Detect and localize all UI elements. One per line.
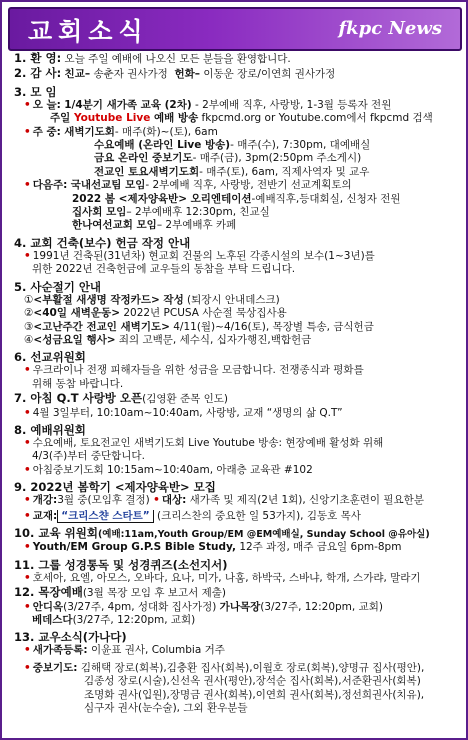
banner-subtitle: fkpc News (338, 18, 442, 39)
meeting-detail: - 매주(화)~(토), 6am (114, 125, 218, 138)
heading-note: (예배:11am,Youth Group/EM @EM예배실, Sunday School @유아실) (97, 528, 430, 540)
group-line (14, 614, 460, 627)
group-detail: (3/27주, 12:20pm, 교회) (260, 600, 383, 613)
item-detail: 4/11(월)~4/16(토), 목장별 특송, 금식헌금 (169, 320, 374, 333)
section-thanks (14, 66, 460, 81)
prayer-line: • 중보기도: 김해택 장로(회복),김충환 집사(회복),이월호 장로(회복),양명규 집사(평안), (24, 661, 425, 674)
meeting-detail: - 매주(수), 7:30pm, 대예배실 (230, 139, 371, 152)
section-heading: 10. 교육 위원회 (14, 525, 98, 540)
meeting-next-week: • 다음주: 국내선교팀 모임- 2부예배 직후, 사랑방, 전반기 선교계획토의 (24, 179, 352, 192)
worship-text: • 수요예배, 토요전교인 새벽기도회 Live Youtube 방송: 현장예배 활성화 위해 (24, 436, 384, 449)
worship-text: 4/3(주)부터 중단합니다. (32, 450, 145, 463)
weekday-label: 주 중: (32, 125, 61, 138)
meeting-title: 전교인 토요새벽기도회 (94, 165, 200, 178)
lent-item (14, 334, 460, 347)
bulletin-body (14, 51, 460, 715)
section-heading: 11. 그룹 성경통독 및 성경퀴즈(소선지서) (14, 557, 228, 572)
group-name: 가나목장 (219, 600, 261, 613)
today-label: 오 늘: (32, 98, 61, 111)
item-title: <고난주간 전교인 새벽기도> (33, 320, 170, 333)
section-education (14, 526, 460, 541)
youtube-live-label: Youtube Live (73, 112, 151, 125)
qt-text: • 4월 3일부터, 10:10am~10:40am, 사랑방, 교재 “생명의 삶 Q.T” (24, 406, 343, 419)
section-heading: 9. 2022년 봄학기 <제자양육반> 모집 (14, 480, 216, 495)
news-banner (8, 7, 462, 51)
bible-books-line: 호세아, 요엘, 아모스, 오바다, 요나, 미가, 나훔, 하박국, 스바냐, 학개, 스가랴, 말라기 (32, 571, 421, 584)
banner-title: 교회소식 (28, 17, 149, 46)
qt-line: 4월 3일부터, 10:10am~10:40am, 사랑방, 교재 “생명의 삶 Q.T” (32, 406, 343, 419)
meeting-item (14, 219, 460, 232)
education-text: • Youth/EM Group G.P.S Bible Study, 12주 과정, 매주 금요일 6pm-8pm (24, 541, 402, 554)
item-title: <40일 새벽운동> (33, 307, 120, 320)
disciple-schedule: • 개강:3월 중(모임후 결정) • 대상: 새가족 및 제직(2년 1회), 신앙기초훈련이 필요한분 (24, 494, 424, 507)
item-number: ④ (24, 333, 34, 346)
item-detail: (퇴장시 안내데스크) (183, 293, 280, 306)
meeting-item (14, 166, 460, 179)
section-heading: 1. 환 영: (14, 51, 62, 65)
meeting-item (14, 139, 460, 152)
group-detail: (3/27주, 4pm, 성대화 집사가정) (63, 600, 220, 613)
lent-item (14, 307, 460, 320)
item-number: ① (24, 293, 34, 306)
meeting-detail: -예배직후,등대회실, 신청자 전원 (251, 192, 401, 205)
meeting-detail: – 2부예배후 카페 (156, 219, 237, 232)
start-text: 3월 중(모임후 결정) (57, 494, 154, 507)
heading-note: (김영환 준목 인도) (142, 393, 229, 406)
flower-text: 이동운 장로/이연희 권사가정 (203, 68, 336, 81)
disciple-textbook: • 교재: “크리스챤 스타트” (크리스찬의 중요한 일 53가지), 김동호 목사 (24, 509, 361, 522)
section-qt (14, 391, 460, 406)
next-week-label: 다음주: (32, 179, 68, 192)
mission-line: 우크라이나 전쟁 피해자들을 위한 성금을 모금합니다. 전쟁종식과 평화를 (32, 364, 364, 377)
broadcast-suffix: 예배 방송 (150, 112, 199, 125)
meeting-title: 집사회 모임 (72, 206, 127, 219)
group-name: 안디옥 (32, 600, 64, 613)
group-detail: (3/27주, 12:20pm, 교회) (72, 614, 196, 626)
target-label: 대상: (161, 494, 187, 507)
item-title: <성금요일 행사> (33, 333, 116, 346)
meeting-weekday: • 주 중: 새벽기도회- 매주(화)~(토), 6am (24, 125, 218, 138)
meeting-detail: - 2부예배 직후, 사랑방, 1-3월 등록자 전원 (191, 98, 392, 111)
section-heading: 13. 교우소식(가나다) (14, 630, 127, 645)
meeting-title: 1/4분기 새가족 교육 (2차) (64, 98, 192, 111)
section-heading: 7. 아침 Q.T 사랑방 오픈 (14, 391, 143, 406)
meeting-title: 수요예배 (온라인 Live 방송) (94, 139, 231, 152)
item-title-suffix: 작성 (159, 293, 184, 306)
worship-line: 수요예배, 토요전교인 새벽기도회 Live Youtube 방송: 현장예배 활성화 위해 (32, 436, 384, 449)
meeting-item (14, 206, 460, 219)
meeting-title: 금요 온라인 중보기도 (94, 152, 193, 165)
prayer-line: 조명화 권사(입원),장명금 권사(회복),이연희 권사(회복),정선희권사(치유), (84, 688, 425, 701)
meeting-title: 2022 봄 <제자양육반> 오리엔테이션 (72, 192, 252, 205)
prayer-line: 심구자 권사(눈수술), 그외 환우분들 (84, 702, 248, 715)
heading-note: (3월 목장 모임 후 보고서 제출) (82, 587, 226, 600)
fellowship-text: 송춘자 권사가정 (93, 68, 168, 81)
bible-books: • 호세아, 요엘, 아모스, 오바다, 요나, 미가, 나훔, 하박국, 스바냐, 학개, 스가랴, 말라기 (24, 571, 421, 584)
section-heading: 6. 선교위원회 (14, 350, 86, 365)
meeting-today: • 오 늘: 1/4분기 새가족 교육 (2차) - 2부예배 직후, 사랑방, 1-3월 등록자 전원 (24, 98, 392, 111)
target-text: 새가족 및 제직(2년 1회), 신앙기초훈련이 필요한분 (186, 494, 424, 507)
mission-text: • 우크라이나 전쟁 피해자들을 위한 성금을 모금합니다. 전쟁종식과 평화를 (24, 364, 364, 377)
item-number: ② (24, 307, 34, 320)
section-text: 오늘 주일 예배에 나오신 모든 분들을 환영합니다. (64, 53, 291, 65)
item-detail: 죄의 고백문, 세수식, 십자가행진,백합헌금 (115, 333, 312, 346)
section-heading: 12. 목장예배 (14, 585, 83, 600)
group-line: • 안디옥(3/27주, 4pm, 성대화 집사가정) 가나목장(3/27주, 12:20pm, 교회) (24, 600, 383, 613)
meeting-item (14, 152, 460, 165)
building-line: 1991년 건축된(31년차) 현교회 건물의 노후된 각종시설의 보수(1~3년)를 (32, 249, 375, 262)
textbook-label: 교재: (32, 509, 58, 522)
item-number: ③ (24, 320, 34, 333)
textbook-detail: (크리스찬의 중요한 일 53가지), 김동호 목사 (153, 509, 361, 522)
meeting-item (14, 193, 460, 206)
lent-item (14, 321, 460, 334)
textbook-title: “크리스챤 스타트” (57, 510, 153, 523)
section-heading: 3. 모 임 (14, 84, 57, 99)
meeting-detail: – 2부예배후 12:30pm, 친교실 (126, 206, 270, 219)
flower-label: 헌화– (174, 68, 201, 81)
section-group (14, 585, 460, 600)
meeting-detail: - 매주(금), 3pm(2:50pm 주소게시) (192, 152, 362, 165)
prayer-label: 중보기도: (32, 661, 78, 674)
mission-text: 위해 동참 바랍니다. (32, 377, 124, 390)
group-name: 베데스다 (32, 614, 73, 626)
bible-study-title: Youth/EM Group G.P.S Bible Study, (32, 541, 236, 554)
start-label: 개강: (32, 494, 58, 507)
broadcast-prefix: 주일 (50, 112, 74, 125)
worship-text: • 아침중보기도회 10:15am~10:40am, 아래층 교육관 #102 (24, 463, 313, 476)
bible-study-detail: 12주 과정, 매주 금요일 6pm-8pm (235, 541, 402, 554)
new-member-text: 이윤표 권사, Columbia 거주 (87, 644, 225, 657)
meeting-title: 국내선교팀 모임 (70, 179, 146, 192)
building-text: 위한 2022년 건축헌금에 교우들의 동참을 부탁 드립니다. (32, 263, 296, 276)
meeting-detail: - 2부예배 직후, 사랑방, 전반기 선교계획토의 (145, 179, 352, 192)
broadcast-detail: fkpcmd.org or Youtube.com에서 fkpcmd 검색 (198, 112, 433, 125)
meeting-title: 새벽기도회 (64, 125, 115, 138)
worship-line: 아침중보기도회 10:15am~10:40am, 아래층 교육관 #102 (32, 463, 313, 476)
section-heading: 2. 감 사: (14, 66, 62, 81)
fellowship-label: 친교– (64, 68, 91, 81)
prayer-text: 김해택 장로(회복),김충환 집사(회복),이월호 장로(회복),양명규 집사(평안), (77, 661, 425, 674)
prayer-line: 김종성 장로(시술),신선옥 권사(평안),장석순 집사(회복),서준환권사(회복) (84, 675, 421, 688)
section-heading: 8. 예배위원회 (14, 422, 86, 437)
lent-item (14, 294, 460, 307)
item-detail: 2022년 PCUSA 사순절 묵상집사용 (120, 307, 287, 320)
meeting-title: 한나여선교회 모임 (72, 219, 157, 232)
youtube-broadcast (14, 112, 460, 125)
item-title: <부활절 새생명 작정카드> (33, 293, 160, 306)
meeting-detail: - 매주(토), 6am, 직제사역자 및 교우 (199, 165, 370, 178)
building-text: • 1991년 건축된(31년차) 현교회 건물의 노후된 각종시설의 보수(1~3년)를 (24, 249, 375, 262)
new-member: • 새가족등록: 이윤표 권사, Columbia 거주 (24, 644, 225, 657)
section-heading: 5. 사순절기 안내 (14, 279, 102, 294)
section-heading: 4. 교회 건축(보수) 헌금 작정 안내 (14, 235, 191, 250)
new-member-label: 새가족등록: (32, 644, 88, 657)
section-welcome (14, 51, 460, 66)
